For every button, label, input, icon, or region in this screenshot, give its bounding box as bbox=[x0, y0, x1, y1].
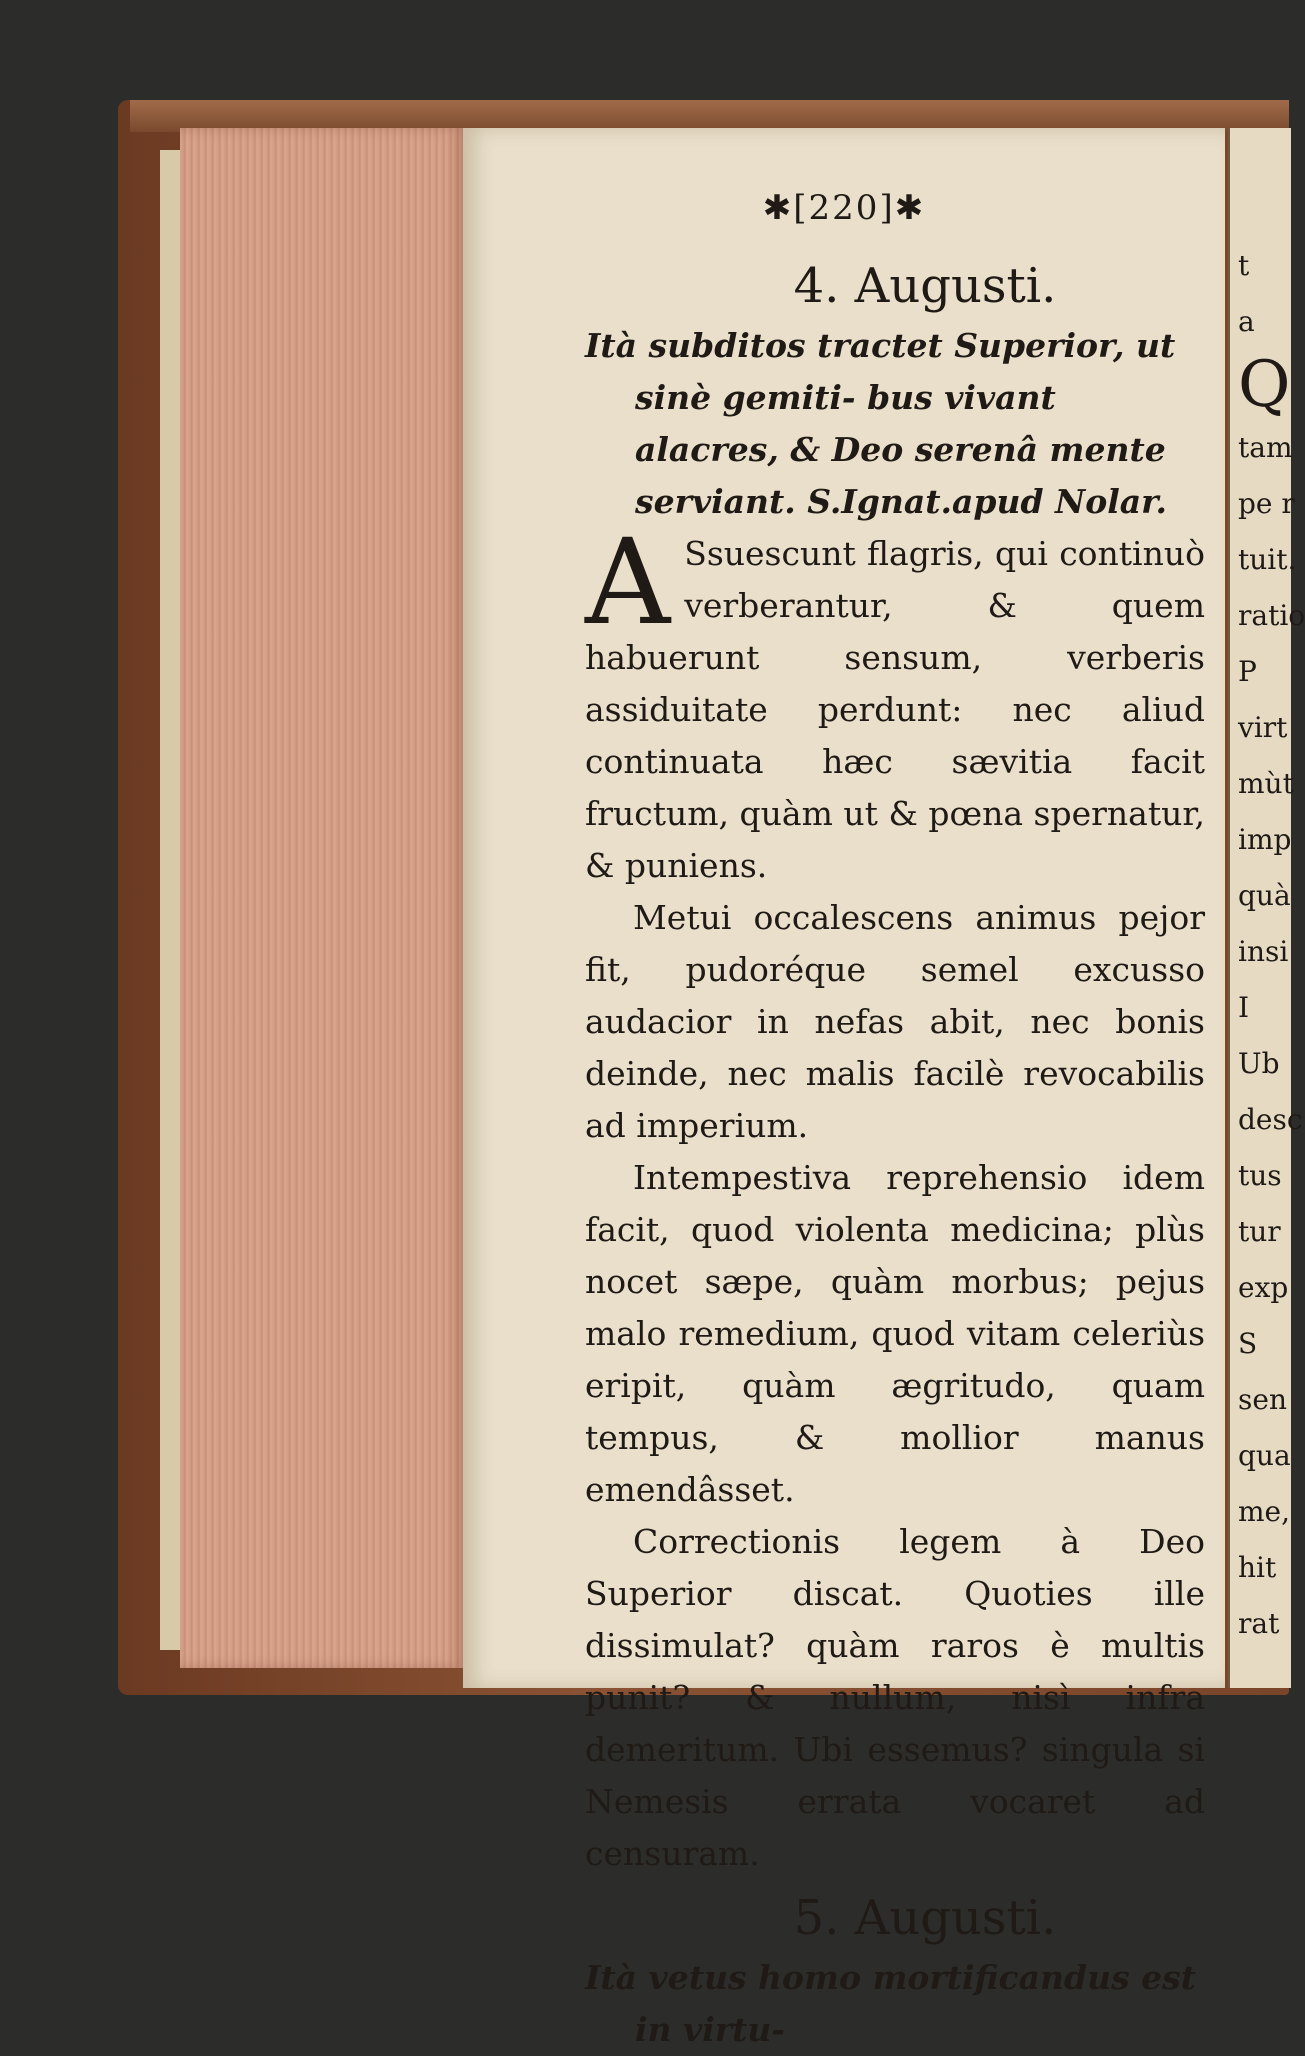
body-paragraph: Intempestiva reprehensio idem facit, quod violenta medicina; plùs nocet sæpe, quàm morbus; pejus malo remedium, quod vitam celeriùs eripit, quàm ægritudo, quam tempus, & mollior manus emendâsset. bbox=[585, 1158, 1205, 1509]
header-ornament-left: ✱[ bbox=[762, 188, 809, 228]
header-ornament-right: ]✱ bbox=[879, 188, 926, 228]
facing-fragment: qua bbox=[1238, 1439, 1291, 1472]
facing-page-text bbox=[1238, 238, 1305, 1652]
facing-page-edge bbox=[1228, 128, 1305, 1688]
facing-fragment: P bbox=[1238, 655, 1257, 688]
body-paragraph: Metui occalescens animus pejor fit, pudoréque semel excusso audacior in nefas abit, nec bonis deinde, nec malis facilè revocabilis ad imperium. bbox=[585, 898, 1205, 1145]
page-header bbox=[463, 188, 1225, 228]
facing-fragment: a bbox=[1238, 305, 1255, 338]
motto-line: bus vivant alacres, & Deo serenâ mente bbox=[635, 378, 1166, 469]
facing-fragment: virt bbox=[1238, 711, 1288, 744]
facing-fragment: tuit. bbox=[1238, 543, 1297, 576]
facing-fragment: me, bbox=[1238, 1495, 1291, 1528]
section-date-heading: 4. Augusti. bbox=[793, 258, 1057, 314]
section-date-heading: 5. Augusti. bbox=[793, 1890, 1057, 1946]
section-motto: Ità vetus homo mortificandus est in virtu- bbox=[585, 1958, 1196, 2049]
facing-fragment: ratio bbox=[1238, 599, 1305, 632]
motto-line: serviant. S.Ignat.apud Nolar. bbox=[635, 482, 1167, 521]
facing-fragment: mùt bbox=[1238, 767, 1294, 800]
body-paragraph bbox=[585, 513, 1205, 892]
facing-fragment: tam bbox=[1238, 431, 1293, 464]
facing-fragment: hit bbox=[1238, 1551, 1277, 1584]
facing-fragment: Q bbox=[1238, 348, 1291, 422]
drop-cap: A bbox=[585, 513, 671, 651]
facing-fragment: tus bbox=[1238, 1159, 1282, 1192]
page-content bbox=[585, 258, 1205, 2056]
facing-fragment: exp bbox=[1238, 1271, 1289, 1304]
facing-fragment: insi bbox=[1238, 935, 1289, 968]
facing-fragment: sen bbox=[1238, 1383, 1287, 1416]
facing-fragment: t bbox=[1238, 249, 1250, 282]
endpaper-strip bbox=[160, 150, 182, 1650]
page-number: 220 bbox=[808, 188, 880, 228]
section-motto bbox=[585, 320, 1205, 528]
facing-fragment: quà bbox=[1238, 879, 1291, 912]
motto-line: Ità subditos tractet Superior, ut sinè gemiti- bbox=[585, 326, 1176, 417]
facing-fragment: Ub bbox=[1238, 1047, 1280, 1080]
paragraph-text: Ssuescunt flagris, qui continuò verberantur, & quem habuerunt sensum, verberis assiduitate perdunt: nec aliud continuata hæc sævitia facit fructum, quàm ut & pœna spernatur, & puniens. bbox=[585, 534, 1205, 885]
facing-fragment: S bbox=[1238, 1327, 1258, 1360]
facing-fragment: pe r bbox=[1238, 487, 1295, 520]
book-page bbox=[463, 128, 1225, 2049]
facing-fragment: imp bbox=[1238, 823, 1292, 856]
facing-fragment: I bbox=[1238, 991, 1250, 1024]
facing-fragment: desc bbox=[1238, 1103, 1303, 1136]
facing-fragment: rat bbox=[1238, 1607, 1280, 1640]
facing-fragment: tur bbox=[1238, 1215, 1281, 1248]
page-block-edges bbox=[180, 128, 465, 1668]
body-paragraph: Correctionis legem à Deo Superior discat. Quoties ille dissimulat? quàm raros è multis punit? & nullum, nisì infra demeritum. Ubi essemus? singula si Nemesis errata vocaret ad censuram. bbox=[585, 1522, 1205, 1873]
